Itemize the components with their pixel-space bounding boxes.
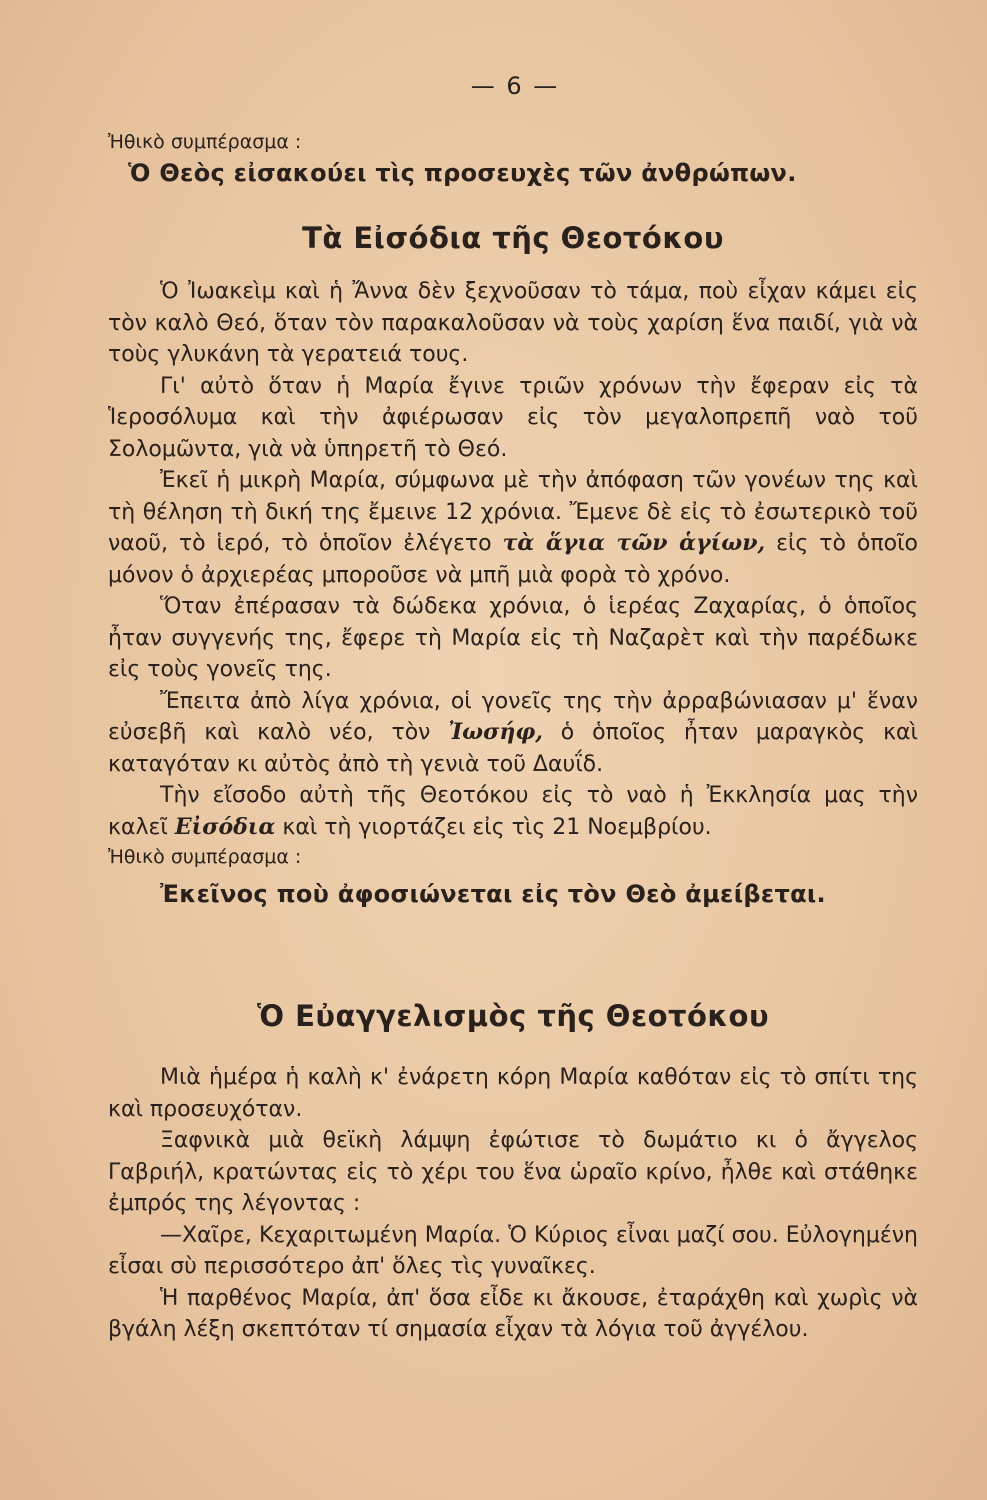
paragraph bbox=[108, 780, 918, 843]
paragraph: —Χαῖρε, Κεχαριτωμένη Μαρία. Ὁ Κύριος εἶναι μαζί σου. Εὐλογημένη εἶσαι σὺ περισσότερο ἀπ' ὅλες τὶς γυναῖκες. bbox=[108, 1222, 918, 1279]
paragraph: Ξαφνικὰ μιὰ θεϊκὴ λάμψη ἐφώτισε τὸ δωμάτιο κι ὁ ἄγγελος Γαβριήλ, κρατώντας εἰς τὸ χέρι του ἕνα ὡραῖο κρίνο, ἦλθε καὶ στάθηκε ἐμπρός της λέγοντας : bbox=[108, 1128, 918, 1216]
paragraph bbox=[108, 686, 918, 781]
paragraph: Ἡ παρθένος Μαρία, ἀπ' ὅσα εἶδε κι ἄκουσε, ἐταράχθη καὶ χωρὶς νὰ βγάλη λέξη σκεπτόταν τί σημασία εἶχαν τὰ λόγια τοῦ ἀγγέλου. bbox=[108, 1285, 918, 1342]
text: Ἔπειτα ἀπὸ λίγα χρόνια, οἱ γονεῖς της τὴν ἀρραβώνιασαν μ' ἕναν εὐσεβῆ καὶ καλὸ νέο, τὸν bbox=[108, 688, 918, 745]
paragraph: Ὅταν ἐπέρασαν τὰ δώδεκα χρόνια, ὁ ἱερέας Ζαχαρίας, ὁ ὁποῖος ἦταν συγγενής της, ἔφερε τὴ Μαρία εἰς τὴ Ναζαρὲτ καὶ τὴν παρέδωκε εἰς τοὺς γονεῖς της. bbox=[108, 594, 918, 682]
text: εἰς τὸ ὁποῖο μόνον ὁ ἀρχιερέας μποροῦσε νὰ μπῆ μιὰ φορὰ τὸ χρόνο. bbox=[108, 531, 918, 588]
paragraph bbox=[108, 465, 918, 591]
moral-text: Ὁ Θεὸς εἰσακούει τὶς προσευχὲς τῶν ἀνθρώπων. bbox=[128, 159, 797, 187]
section-title: Τὰ Εἰσόδια τῆς Θεοτόκου bbox=[302, 221, 724, 255]
emphasis: Ἰωσήφ, bbox=[448, 719, 543, 745]
text: Ἐκεῖ ἡ μικρὴ Μαρία, σύμφωνα μὲ τὴν ἀπόφαση τῶν γονέων της καὶ τὴ θέληση τὴ δική της ἔμεινε 12 χρόνια. Ἔμενε δὲ εἰς τὸ ἐσωτερικὸ τοῦ ναοῦ, τὸ ἱερό, τὸ ὁποῖον ἐλέγετο bbox=[108, 468, 918, 556]
emphasis: Εἰσόδια bbox=[174, 813, 276, 840]
text: Τὴν εἴσοδο αὐτὴ τῆς Θεοτόκου εἰς τὸ ναὸ ἡ Ἐκκλησία μας τὴν καλεῖ bbox=[108, 783, 918, 840]
paragraph: Ὁ Ἰωακεὶμ καὶ ἡ Ἄννα δὲν ξεχνοῦσαν τὸ τάμα, ποὺ εἶχαν κάμει εἰς τὸν καλὸ Θεό, ὅταν τὸν παρακαλοῦσαν νὰ τοὺς χαρίση ἕνα παιδί, γιὰ νὰ τοὺς γλυκάνη τὰ γερατειά τους. bbox=[108, 279, 918, 367]
section-title: Ὁ Εὐαγγελισμὸς τῆς Θεοτόκου bbox=[256, 999, 770, 1033]
text: καὶ τὴ γιορτάζει εἰς τὶς 21 Νοεμβρίου. bbox=[275, 814, 712, 840]
moral-text: Ἐκεῖνος ποὺ ἀφοσιώνεται εἰς τὸν Θεὸ ἀμείβεται. bbox=[160, 880, 826, 908]
emphasis: τὰ ἅγια τῶν ἁγίων, bbox=[502, 530, 766, 556]
section-eisodia bbox=[108, 218, 918, 911]
paragraph: Γι' αὐτὸ ὅταν ἡ Μαρία ἔγινε τριῶν χρόνων τὴν ἔφεραν εἰς τὰ Ἱεροσόλυμα καὶ τὴν ἀφιέρωσαν εἰς τὸν μεγαλοπρεπῆ ναὸ τοῦ Σολομῶντα, γιὰ νὰ ὑπηρετῆ τὸ Θεό. bbox=[108, 373, 918, 462]
section-evangelismos bbox=[108, 996, 918, 1346]
text: ὁ ὁποῖος ἦταν μαραγκὸς καὶ καταγόταν κι αὐτὸς ἀπὸ τὴ γενιὰ τοῦ Δαυΐδ. bbox=[108, 720, 918, 777]
moral-label: Ἠθικὸ συμπέρασμα : bbox=[108, 846, 302, 868]
page-number: — 6 — bbox=[470, 72, 560, 100]
moral-label: Ἠθικὸ συμπέρασμα : bbox=[108, 131, 302, 153]
section-previous-moral bbox=[108, 128, 918, 190]
paragraph: Μιὰ ἡμέρα ἡ καλὴ κ' ἐνάρετη κόρη Μαρία καθόταν εἰς τὸ σπίτι της καὶ προσευχόταν. bbox=[108, 1065, 918, 1122]
